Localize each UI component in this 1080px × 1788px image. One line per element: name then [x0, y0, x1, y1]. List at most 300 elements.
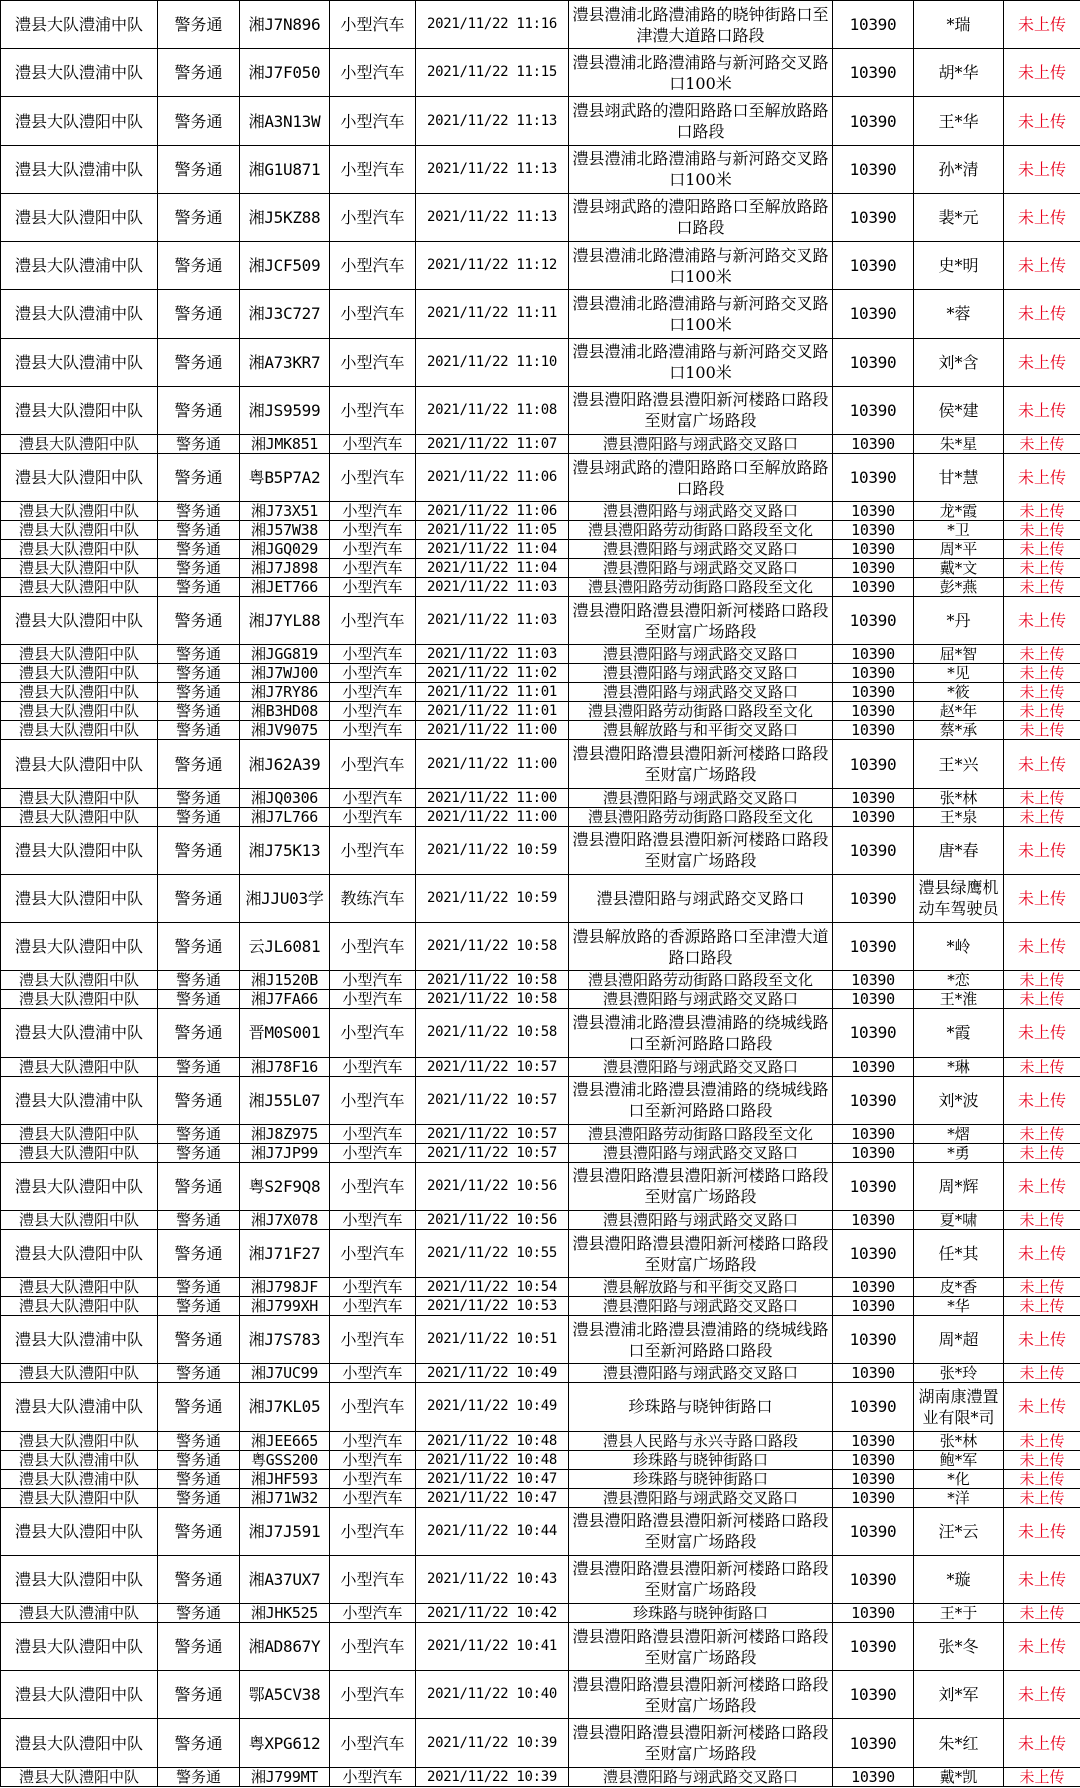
plate-cell: 湘JCF509	[240, 242, 330, 290]
unit-cell: 澧县大队澧阳中队	[1, 702, 158, 721]
unit-cell: 澧县大队澧阳中队	[1, 1210, 158, 1229]
unit-cell: 澧县大队澧阳中队	[1, 664, 158, 683]
owner-cell: 朱*星	[914, 434, 1004, 453]
time-cell: 2021/11/22 10:47	[416, 1488, 569, 1507]
status-cell: 未上传	[1004, 1278, 1080, 1297]
code-cell: 10390	[833, 990, 914, 1009]
status-cell: 未上传	[1004, 807, 1080, 826]
source-cell: 警务通	[158, 453, 240, 501]
source-cell: 警务通	[158, 1278, 240, 1297]
vehicle-type-cell: 小型汽车	[330, 1, 416, 49]
table-row	[1, 1297, 1080, 1316]
status-cell: 未上传	[1004, 49, 1080, 97]
owner-cell: 甘*慧	[914, 453, 1004, 501]
plate-cell: 粤S2F9Q8	[240, 1162, 330, 1210]
unit-cell: 澧县大队澧阳中队	[1, 1431, 158, 1450]
time-cell: 2021/11/22 11:00	[416, 721, 569, 740]
vehicle-type-cell: 小型汽车	[330, 721, 416, 740]
source-cell: 警务通	[158, 290, 240, 338]
code-cell: 10390	[833, 1278, 914, 1297]
code-cell: 10390	[833, 1076, 914, 1124]
vehicle-type-cell: 小型汽车	[330, 1767, 416, 1786]
plate-cell: 湘JQ0306	[240, 788, 330, 807]
unit-cell: 澧县大队澧阳中队	[1, 971, 158, 990]
time-cell: 2021/11/22 11:04	[416, 540, 569, 559]
vehicle-type-cell: 小型汽车	[330, 1229, 416, 1277]
status-cell: 未上传	[1004, 1767, 1080, 1786]
table-row	[1, 826, 1080, 874]
vehicle-type-cell: 小型汽车	[330, 49, 416, 97]
vehicle-type-cell: 小型汽车	[330, 645, 416, 664]
code-cell: 10390	[833, 1364, 914, 1383]
time-cell: 2021/11/22 10:44	[416, 1507, 569, 1555]
vehicle-type-cell: 小型汽车	[330, 193, 416, 241]
code-cell: 10390	[833, 1143, 914, 1162]
location-cell: 澧县翊武路的澧阳路路口至解放路路口路段	[569, 193, 833, 241]
time-cell: 2021/11/22 10:48	[416, 1450, 569, 1469]
status-cell: 未上传	[1004, 1316, 1080, 1364]
vehicle-type-cell: 小型汽车	[330, 290, 416, 338]
plate-cell: 湘J3C727	[240, 290, 330, 338]
table-row	[1, 923, 1080, 971]
vehicle-type-cell: 小型汽车	[330, 1555, 416, 1603]
source-cell: 警务通	[158, 1671, 240, 1719]
owner-cell: 蔡*承	[914, 721, 1004, 740]
code-cell: 10390	[833, 597, 914, 645]
code-cell: 10390	[833, 923, 914, 971]
table-row	[1, 1488, 1080, 1507]
location-cell: 澧县澧阳路澧县澧阳新河楼路口路段至财富广场路段	[569, 1671, 833, 1719]
owner-cell: 王*华	[914, 97, 1004, 145]
location-cell: 澧县澧阳路与翊武路交叉路口	[569, 1364, 833, 1383]
source-cell: 警务通	[158, 49, 240, 97]
unit-cell: 澧县大队澧浦中队	[1, 49, 158, 97]
owner-cell: *琳	[914, 1057, 1004, 1076]
owner-cell: 周*超	[914, 1316, 1004, 1364]
source-cell: 警务通	[158, 1, 240, 49]
time-cell: 2021/11/22 11:10	[416, 338, 569, 386]
source-cell: 警务通	[158, 1009, 240, 1057]
source-cell: 警务通	[158, 578, 240, 597]
time-cell: 2021/11/22 10:56	[416, 1210, 569, 1229]
source-cell: 警务通	[158, 971, 240, 990]
time-cell: 2021/11/22 10:49	[416, 1383, 569, 1431]
location-cell: 澧县澧阳路与翊武路交叉路口	[569, 990, 833, 1009]
source-cell: 警务通	[158, 874, 240, 922]
unit-cell: 澧县大队澧阳中队	[1, 97, 158, 145]
plate-cell: 湘JJU03学	[240, 874, 330, 922]
vehicle-type-cell: 小型汽车	[330, 1450, 416, 1469]
code-cell: 10390	[833, 338, 914, 386]
location-cell: 澧县澧阳路与翊武路交叉路口	[569, 1767, 833, 1786]
source-cell: 警务通	[158, 242, 240, 290]
table-row	[1, 1009, 1080, 1057]
unit-cell: 澧县大队澧阳中队	[1, 453, 158, 501]
code-cell: 10390	[833, 683, 914, 702]
time-cell: 2021/11/22 10:57	[416, 1143, 569, 1162]
status-cell: 未上传	[1004, 1604, 1080, 1623]
vehicle-type-cell: 小型汽车	[330, 540, 416, 559]
source-cell: 警务通	[158, 145, 240, 193]
location-cell: 澧县澧阳路与翊武路交叉路口	[569, 874, 833, 922]
vehicle-type-cell: 小型汽车	[330, 242, 416, 290]
status-cell: 未上传	[1004, 1009, 1080, 1057]
time-cell: 2021/11/22 11:12	[416, 242, 569, 290]
vehicle-type-cell: 小型汽车	[330, 1124, 416, 1143]
code-cell: 10390	[833, 1210, 914, 1229]
table-row	[1, 502, 1080, 521]
owner-cell: 张*林	[914, 788, 1004, 807]
vehicle-type-cell: 小型汽车	[330, 788, 416, 807]
status-cell: 未上传	[1004, 386, 1080, 434]
plate-cell: 粤GSS200	[240, 1450, 330, 1469]
source-cell: 警务通	[158, 923, 240, 971]
status-cell: 未上传	[1004, 597, 1080, 645]
unit-cell: 澧县大队澧浦中队	[1, 1316, 158, 1364]
unit-cell: 澧县大队澧浦中队	[1, 1076, 158, 1124]
unit-cell: 澧县大队澧阳中队	[1, 1623, 158, 1671]
vehicle-type-cell: 小型汽车	[330, 1057, 416, 1076]
time-cell: 2021/11/22 10:56	[416, 1162, 569, 1210]
status-cell: 未上传	[1004, 1507, 1080, 1555]
plate-cell: 湘J1520B	[240, 971, 330, 990]
unit-cell: 澧县大队澧阳中队	[1, 1364, 158, 1383]
owner-cell: *霞	[914, 1009, 1004, 1057]
time-cell: 2021/11/22 11:03	[416, 645, 569, 664]
vehicle-type-cell: 小型汽车	[330, 1162, 416, 1210]
status-cell: 未上传	[1004, 1555, 1080, 1603]
location-cell: 澧县澧阳路与翊武路交叉路口	[569, 683, 833, 702]
vehicle-type-cell: 小型汽车	[330, 1076, 416, 1124]
status-cell: 未上传	[1004, 1364, 1080, 1383]
location-cell: 澧县澧浦北路澧县澧浦路的绕城线路口至新河路路口路段	[569, 1316, 833, 1364]
unit-cell: 澧县大队澧浦中队	[1, 1604, 158, 1623]
source-cell: 警务通	[158, 1143, 240, 1162]
source-cell: 警务通	[158, 1229, 240, 1277]
vehicle-type-cell: 小型汽车	[330, 521, 416, 540]
location-cell: 珍珠路与晓钟街路口	[569, 1383, 833, 1431]
time-cell: 2021/11/22 10:57	[416, 1057, 569, 1076]
unit-cell: 澧县大队澧阳中队	[1, 645, 158, 664]
plate-cell: 湘J7S783	[240, 1316, 330, 1364]
location-cell: 珍珠路与晓钟街路口	[569, 1469, 833, 1488]
status-cell: 未上传	[1004, 1623, 1080, 1671]
time-cell: 2021/11/22 11:03	[416, 597, 569, 645]
unit-cell: 澧县大队澧阳中队	[1, 559, 158, 578]
status-cell: 未上传	[1004, 1431, 1080, 1450]
owner-cell: 张*玲	[914, 1364, 1004, 1383]
time-cell: 2021/11/22 10:43	[416, 1555, 569, 1603]
unit-cell: 澧县大队澧阳中队	[1, 1555, 158, 1603]
owner-cell: 龙*霞	[914, 502, 1004, 521]
status-cell: 未上传	[1004, 145, 1080, 193]
status-cell: 未上传	[1004, 740, 1080, 788]
owner-cell: 唐*春	[914, 826, 1004, 874]
table-row	[1, 1507, 1080, 1555]
location-cell: 澧县澧浦北路澧县澧浦路的绕城线路口至新河路路口路段	[569, 1076, 833, 1124]
unit-cell: 澧县大队澧浦中队	[1, 242, 158, 290]
table-row	[1, 1210, 1080, 1229]
vehicle-type-cell: 小型汽车	[330, 702, 416, 721]
location-cell: 澧县澧阳路与翊武路交叉路口	[569, 1210, 833, 1229]
owner-cell: *洋	[914, 1488, 1004, 1507]
status-cell: 未上传	[1004, 645, 1080, 664]
unit-cell: 澧县大队澧阳中队	[1, 540, 158, 559]
time-cell: 2021/11/22 11:01	[416, 683, 569, 702]
time-cell: 2021/11/22 10:58	[416, 971, 569, 990]
unit-cell: 澧县大队澧阳中队	[1, 578, 158, 597]
status-cell: 未上传	[1004, 826, 1080, 874]
time-cell: 2021/11/22 10:51	[416, 1316, 569, 1364]
table-row	[1, 1143, 1080, 1162]
vehicle-type-cell: 小型汽车	[330, 807, 416, 826]
code-cell: 10390	[833, 1297, 914, 1316]
unit-cell: 澧县大队澧阳中队	[1, 923, 158, 971]
source-cell: 警务通	[158, 1297, 240, 1316]
time-cell: 2021/11/22 11:04	[416, 559, 569, 578]
plate-cell: 湘JEE665	[240, 1431, 330, 1450]
time-cell: 2021/11/22 11:13	[416, 97, 569, 145]
unit-cell: 澧县大队澧阳中队	[1, 740, 158, 788]
unit-cell: 澧县大队澧浦中队	[1, 1009, 158, 1057]
owner-cell: 皮*香	[914, 1278, 1004, 1297]
table-row	[1, 702, 1080, 721]
plate-cell: 湘JV9075	[240, 721, 330, 740]
code-cell: 10390	[833, 1431, 914, 1450]
table-row	[1, 740, 1080, 788]
time-cell: 2021/11/22 10:58	[416, 923, 569, 971]
code-cell: 10390	[833, 1450, 914, 1469]
table-row	[1, 788, 1080, 807]
unit-cell: 澧县大队澧阳中队	[1, 1229, 158, 1277]
location-cell: 澧县解放路的香源路路口至津澧大道路口路段	[569, 923, 833, 971]
vehicle-type-cell: 小型汽车	[330, 1507, 416, 1555]
status-cell: 未上传	[1004, 1210, 1080, 1229]
location-cell: 澧县澧阳路澧县澧阳新河楼路口路段至财富广场路段	[569, 386, 833, 434]
unit-cell: 澧县大队澧阳中队	[1, 807, 158, 826]
code-cell: 10390	[833, 1767, 914, 1786]
owner-cell: 王*兴	[914, 740, 1004, 788]
location-cell: 澧县澧浦北路澧浦路与新河路交叉路口100米	[569, 290, 833, 338]
code-cell: 10390	[833, 145, 914, 193]
plate-cell: 湘J7WJ00	[240, 664, 330, 683]
status-cell: 未上传	[1004, 971, 1080, 990]
source-cell: 警务通	[158, 521, 240, 540]
vehicle-type-cell: 小型汽车	[330, 1143, 416, 1162]
source-cell: 警务通	[158, 1555, 240, 1603]
table-row	[1, 540, 1080, 559]
time-cell: 2021/11/22 11:05	[416, 521, 569, 540]
unit-cell: 澧县大队澧阳中队	[1, 521, 158, 540]
unit-cell: 澧县大队澧阳中队	[1, 683, 158, 702]
location-cell: 澧县澧阳路劳动街路口路段至文化	[569, 807, 833, 826]
time-cell: 2021/11/22 10:59	[416, 874, 569, 922]
source-cell: 警务通	[158, 1431, 240, 1450]
vehicle-type-cell: 小型汽车	[330, 145, 416, 193]
plate-cell: 湘J7F050	[240, 49, 330, 97]
table-row	[1, 645, 1080, 664]
unit-cell: 澧县大队澧阳中队	[1, 1671, 158, 1719]
time-cell: 2021/11/22 10:40	[416, 1671, 569, 1719]
plate-cell: 云JL6081	[240, 923, 330, 971]
table-row	[1, 1450, 1080, 1469]
time-cell: 2021/11/22 10:48	[416, 1431, 569, 1450]
plate-cell: 湘J7JP99	[240, 1143, 330, 1162]
status-cell: 未上传	[1004, 559, 1080, 578]
status-cell: 未上传	[1004, 664, 1080, 683]
source-cell: 警务通	[158, 664, 240, 683]
time-cell: 2021/11/22 11:03	[416, 578, 569, 597]
source-cell: 警务通	[158, 721, 240, 740]
location-cell: 澧县澧阳路与翊武路交叉路口	[569, 434, 833, 453]
owner-cell: 屈*智	[914, 645, 1004, 664]
status-cell: 未上传	[1004, 1450, 1080, 1469]
plate-cell: 湘J78F16	[240, 1057, 330, 1076]
location-cell: 澧县澧浦北路澧浦路与新河路交叉路口100米	[569, 49, 833, 97]
vehicle-type-cell: 小型汽车	[330, 1009, 416, 1057]
location-cell: 澧县澧阳路劳动街路口路段至文化	[569, 702, 833, 721]
plate-cell: 粤B5P7A2	[240, 453, 330, 501]
status-cell: 未上传	[1004, 578, 1080, 597]
code-cell: 10390	[833, 874, 914, 922]
plate-cell: 湘J7N896	[240, 1, 330, 49]
status-cell: 未上传	[1004, 1671, 1080, 1719]
unit-cell: 澧县大队澧阳中队	[1, 1057, 158, 1076]
table-row	[1, 1604, 1080, 1623]
time-cell: 2021/11/22 11:13	[416, 145, 569, 193]
vehicle-type-cell: 小型汽车	[330, 597, 416, 645]
vehicle-type-cell: 小型汽车	[330, 502, 416, 521]
location-cell: 澧县澧阳路澧县澧阳新河楼路口路段至财富广场路段	[569, 597, 833, 645]
code-cell: 10390	[833, 193, 914, 241]
time-cell: 2021/11/22 10:55	[416, 1229, 569, 1277]
source-cell: 警务通	[158, 502, 240, 521]
vehicle-type-cell: 小型汽车	[330, 434, 416, 453]
owner-cell: 赵*年	[914, 702, 1004, 721]
status-cell: 未上传	[1004, 1143, 1080, 1162]
owner-cell: *恋	[914, 971, 1004, 990]
table-row	[1, 1364, 1080, 1383]
code-cell: 10390	[833, 721, 914, 740]
status-cell: 未上传	[1004, 1719, 1080, 1767]
vehicle-type-cell: 小型汽车	[330, 1383, 416, 1431]
status-cell: 未上传	[1004, 242, 1080, 290]
owner-cell: *见	[914, 664, 1004, 683]
time-cell: 2021/11/22 11:13	[416, 193, 569, 241]
vehicle-type-cell: 小型汽车	[330, 740, 416, 788]
plate-cell: 湘J57W38	[240, 521, 330, 540]
time-cell: 2021/11/22 11:08	[416, 386, 569, 434]
owner-cell: 王*淮	[914, 990, 1004, 1009]
owner-cell: 汪*云	[914, 1507, 1004, 1555]
owner-cell: *华	[914, 1297, 1004, 1316]
table-row	[1, 664, 1080, 683]
plate-cell: 湘J799XH	[240, 1297, 330, 1316]
owner-cell: *璇	[914, 1555, 1004, 1603]
location-cell: 澧县澧阳路与翊武路交叉路口	[569, 664, 833, 683]
time-cell: 2021/11/22 10:57	[416, 1076, 569, 1124]
unit-cell: 澧县大队澧阳中队	[1, 434, 158, 453]
source-cell: 警务通	[158, 1364, 240, 1383]
vehicle-type-cell: 小型汽车	[330, 1671, 416, 1719]
table-row	[1, 521, 1080, 540]
table-row	[1, 386, 1080, 434]
owner-cell: 湖南康澧置业有限*司	[914, 1383, 1004, 1431]
vehicle-type-cell: 小型汽车	[330, 97, 416, 145]
owner-cell: *瑞	[914, 1, 1004, 49]
source-cell: 警务通	[158, 740, 240, 788]
source-cell: 警务通	[158, 1210, 240, 1229]
unit-cell: 澧县大队澧阳中队	[1, 826, 158, 874]
table-row	[1, 434, 1080, 453]
location-cell: 珍珠路与晓钟街路口	[569, 1604, 833, 1623]
table-row	[1, 242, 1080, 290]
status-cell: 未上传	[1004, 540, 1080, 559]
owner-cell: 王*于	[914, 1604, 1004, 1623]
status-cell: 未上传	[1004, 1162, 1080, 1210]
plate-cell: 湘J799MT	[240, 1767, 330, 1786]
time-cell: 2021/11/22 10:59	[416, 826, 569, 874]
status-cell: 未上传	[1004, 1383, 1080, 1431]
unit-cell: 澧县大队澧阳中队	[1, 1143, 158, 1162]
source-cell: 警务通	[158, 1604, 240, 1623]
location-cell: 澧县解放路与和平街交叉路口	[569, 721, 833, 740]
vehicle-type-cell: 小型汽车	[330, 990, 416, 1009]
code-cell: 10390	[833, 290, 914, 338]
status-cell: 未上传	[1004, 1488, 1080, 1507]
vehicle-type-cell: 小型汽车	[330, 664, 416, 683]
code-cell: 10390	[833, 1719, 914, 1767]
vehicle-type-cell: 小型汽车	[330, 1297, 416, 1316]
plate-cell: 湘B3HD08	[240, 702, 330, 721]
source-cell: 警务通	[158, 1057, 240, 1076]
source-cell: 警务通	[158, 559, 240, 578]
plate-cell: 湘G1U871	[240, 145, 330, 193]
vehicle-type-cell: 小型汽车	[330, 338, 416, 386]
table-row	[1, 1, 1080, 49]
source-cell: 警务通	[158, 1719, 240, 1767]
owner-cell: *化	[914, 1469, 1004, 1488]
unit-cell: 澧县大队澧阳中队	[1, 1124, 158, 1143]
time-cell: 2021/11/22 11:00	[416, 807, 569, 826]
unit-cell: 澧县大队澧阳中队	[1, 788, 158, 807]
unit-cell: 澧县大队澧阳中队	[1, 990, 158, 1009]
time-cell: 2021/11/22 11:11	[416, 290, 569, 338]
vehicle-type-cell: 小型汽车	[330, 453, 416, 501]
location-cell: 澧县翊武路的澧阳路路口至解放路路口路段	[569, 97, 833, 145]
plate-cell: 湘J71F27	[240, 1229, 330, 1277]
code-cell: 10390	[833, 540, 914, 559]
owner-cell: 孙*清	[914, 145, 1004, 193]
table-row	[1, 193, 1080, 241]
code-cell: 10390	[833, 826, 914, 874]
plate-cell: 湘J7X078	[240, 1210, 330, 1229]
plate-cell: 湘J798JF	[240, 1278, 330, 1297]
owner-cell: 张*冬	[914, 1623, 1004, 1671]
code-cell: 10390	[833, 434, 914, 453]
source-cell: 警务通	[158, 1767, 240, 1786]
location-cell: 澧县澧阳路与翊武路交叉路口	[569, 559, 833, 578]
table-row	[1, 597, 1080, 645]
source-cell: 警务通	[158, 1124, 240, 1143]
vehicle-type-cell: 小型汽车	[330, 1431, 416, 1450]
source-cell: 警务通	[158, 1488, 240, 1507]
vehicle-type-cell: 小型汽车	[330, 923, 416, 971]
unit-cell: 澧县大队澧阳中队	[1, 721, 158, 740]
table-row	[1, 1383, 1080, 1431]
time-cell: 2021/11/22 10:42	[416, 1604, 569, 1623]
code-cell: 10390	[833, 1162, 914, 1210]
